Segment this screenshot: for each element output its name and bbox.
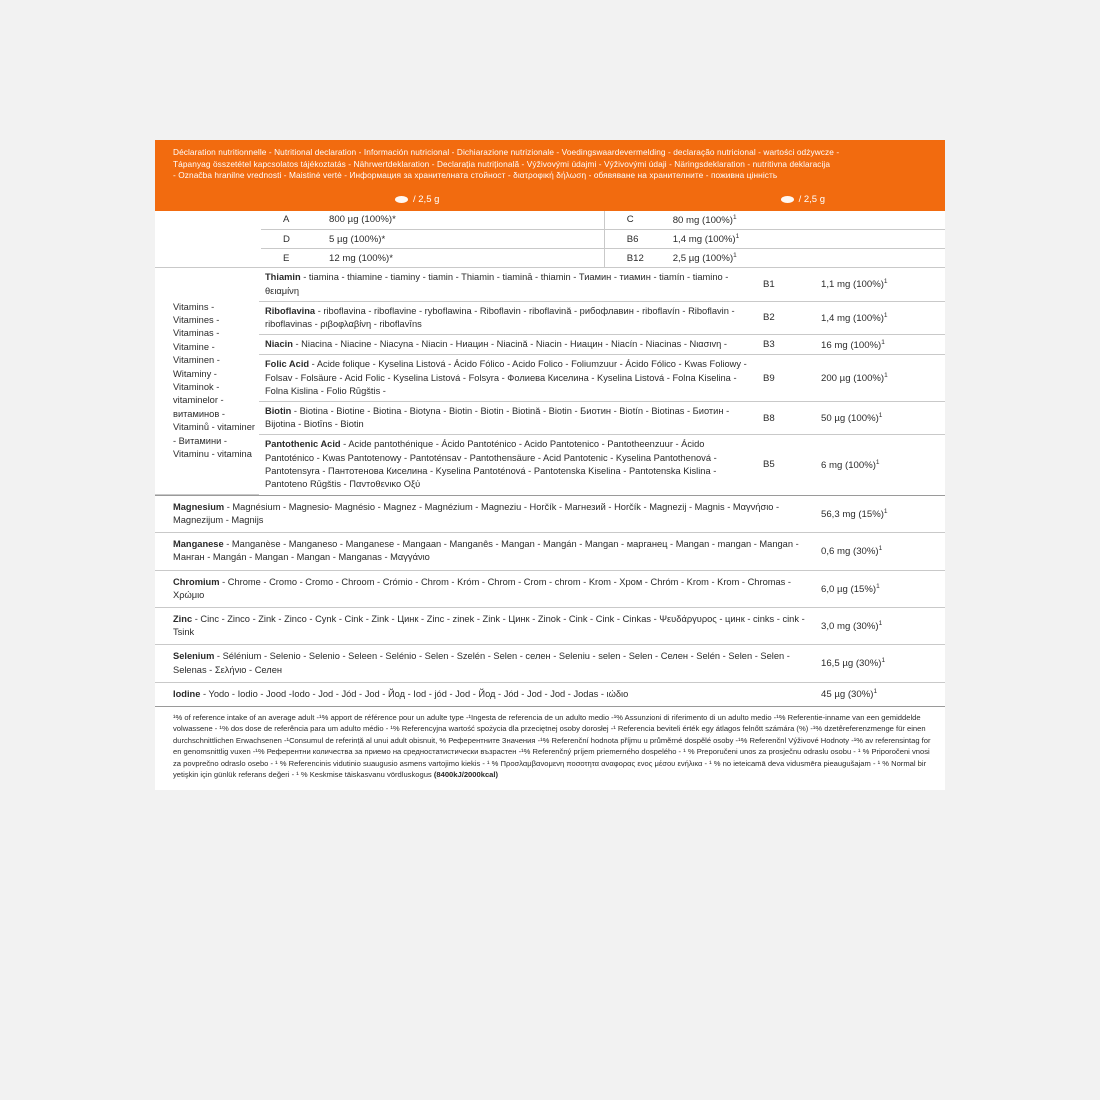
footnote-energy-value: (8400kJ/2000kcal) [433,769,499,779]
manganese-value: 0,6 mg $(30\%)^1$ [815,533,945,570]
niacin-code: B3 [757,335,815,355]
table-row [155,645,945,682]
pantothenic-acid-name: Pantothenic Acid - Acide pantothénique - Ácido Pantoténico - Acido Pantotenico - Pantotheenzuur - Ácido Pantoténico - Kwas Pantotenowy - Pantoténsav - Pantothensäure - Acid Pantotenic - Kyselina Pantothenová - Pantotensyra - Пантотенова Киселина - Kyselina Pantoténová - Pantotenska Kiselina - Pantotenska Kislina - Pantoteno Rūgštis - Πανтοθενικο Οξύ [265,439,717,489]
vitamin-c-value: 80 mg $(100\%)^1$ [667,211,945,230]
table-row [155,401,945,434]
vitamin-d-code: D [261,229,323,248]
vitamin-b12-code: B12 [604,249,667,268]
table-row [155,533,945,570]
zinc-name: Zinc - Cinc - Zinco - Zink - Zinco - Cynk - Cink - Zink - Цинк - Zinc - zinek - Zink - Цинк - Zinok - Cink - Cink - Cinkas - Ψευδάργυρος - цинк - cinks - cink - Tsink [155,607,815,644]
vitamin-b12-value: 2,5 µg $(100\%)^1$ [667,249,945,268]
folic-acid-code: B9 [757,355,815,402]
tablet-icon [395,196,408,203]
footnote-text: ¹% of reference intake of an average adult -¹% apport de référence pour un adulte type -¹Ingesta de referencia de un adulto medio -¹% Assunzioni di riferimento di un adulto medio -¹% Referentie-inname van een gemiddelde volwassene - ¹% dos dose de referência para um adulto médio - ¹% Referencyjna wartość spożycia dla przeciętnej osoby dorosłej -¹ Referencia beviteli érték egy átlagos felnőtt számára (%) -¹% dzetêreferenzmenge für einen durchschnittlichen Erwachsenen -¹Consumul de referință al unui adult obisnuit, % Референтните Значения -¹% Referenční hodnota příjmu u průměrné dospělé osoby -¹% Referenčnl Výživové Hodnoty -¹% av referensintag for en genomsnittlig vuxen -¹% Референтни количества за приемo на среднoстатистически възрастен -¹% Referenčný príjem priemerného dospelého - ¹ % Preporučeni unos za prosječnu odraslu osobu - ¹ % Priporočeni vnosi za povprečno odraslo osebo - ¹ % Referencinis vidutinio suaugusio asmens vartojimo kiekis - ¹ % Προσλαμβανομενη ποσοτητα αναφορας ενος μέσου ενήλικα - ¹ % no ieteicamā deva vidusmēra pieaugušajam - ¹ % Normal bir yetişkin için günlük referans değeri - ¹ % Keskmise täiskasvanu vördluskogus [173,712,931,779]
table-row [155,495,945,532]
serving-right [781,194,825,205]
table-row [155,435,945,494]
table-row [155,682,945,706]
vitamin-b6-value: 1,4 mg $(100\%)^1$ [667,229,945,248]
chromium-value: 6,0 µg $(15\%)^1$ [815,570,945,607]
table-row [155,355,945,402]
manganese-name: Manganese - Manganèse - Manganeso - Manganese - Mangaan - Manganês - Mangan - Mangán - Mangan - марганец - Mangan - mangan - Mangan - Манган - Mangán - Mangan - Mangan - Manganas - Μαγγάνιο [155,533,815,570]
pantothenic-acid-code: B5 [763,459,775,471]
zinc-value: 3,0 mg $(30\%)^1$ [815,607,945,644]
table-row [155,211,945,230]
table-row [155,570,945,607]
table-row [155,607,945,644]
vitamin-c-code: C [604,211,667,230]
magnesium-name: Magnesium - Magnésium - Magnesio- Magnésio - Magnez - Magnézium - Magneziu - Horčík - Магнезий - Horčík - Magnezij - Magnis - Μαγνήσιο - Magnezijum - Magnijs [155,495,815,532]
pantothenic-acid-value: 6 mg $(100\%)^1$ [821,458,880,471]
nutritional-declaration-header [155,140,945,189]
vitamins-group-label-spacer [155,211,261,268]
selenium-value: 16,5 µg $(30\%)^1$ [815,645,945,682]
vitamin-d-value: 5 µg (100%)* [323,229,604,248]
header-line-2: Tápanyag összetétel kapcsolatos tájékoztatás - Nährwertdeklaration - Declarația nutrițională - Výživovými údajmi - Výživovými údaji - Näringsdeklaration - nutritivna deklaracija [173,158,831,169]
table-row [155,249,945,268]
tablet-icon [781,196,794,203]
niacin-name: Niacin - Niacina - Niacine - Niacyna - Niacin - Ниацин - Niacină - Niacin - Ниацин - Niacín - Niacinas - Νιασιvη - [259,335,757,355]
vitamin-a-code: A [261,211,323,230]
vitamin-a-value: 800 µg (100%)* [323,211,604,230]
vitamin-b6-code: B6 [604,229,667,248]
chromium-name: Chromium - Chrome - Cromo - Cromo - Chroom - Crómio - Chrom - Króm - Chrom - Crom - chrom - Krom - Хром - Chróm - Krom - Krom - Chromas - Χρώμιο [155,570,815,607]
table-row [155,268,945,301]
biotin-name: Biotin - Biotina - Biotine - Biotina - Biotyna - Biotin - Biotin - Biotină - Biotin - Биотин - Biotín - Biotinas - Биотин - Bijotina - Biotīns - Biotin [259,401,757,434]
thiamin-name: Thiamin - tiamina - thiamine - tiaminy - tiamin - Thiamin - tiaminā - thiamin - Тиамин - тиамин - tiamín - tiamino - θειαμίνη [259,268,757,301]
minerals-table [155,495,945,706]
vitamins-group-label: Vitamins - Vitamines - Vitaminas - Vitamine - Vitaminen - Witaminy - Vitaminok - vitaminelor - витаминов - Vitaminů - vitaminer - Витамини - Vitaminu - vitamina [155,268,259,494]
thiamin-value: 1,1 mg $(100\%)^1$ [815,268,945,301]
header-line-3: - Označba hranilne vrednosti - Maistinė vertė - Информация за хранителната стойност - διατροφική δήλωση - обявяване на хранителните - поживна цінність [173,170,778,181]
riboflavin-code: B2 [757,301,815,334]
table-row [155,229,945,248]
riboflavin-value: 1,4 mg $(100\%)^1$ [815,301,945,334]
serving-left [395,194,439,205]
table-row [155,335,945,355]
vitamin-table [155,268,945,494]
folic-acid-name: Folic Acid - Acide folique - Kyselina Listová - Ácido Fólico - Acido Folico - Foliumzuur - Ácido Fólico - Kwas Foliowy - Folsav - Folsäure - Acid Folic - Kyselina Listová - Folsyra - Фолиева Киселина - Kyselina Listová - Folna Kiselina - Folna Kislina - Folio Rūgštis - [259,355,757,402]
selenium-name: Selenium - Sélénium - Selenio - Selenio - Seleen - Selénio - Selen - Szelén - Selen - селен - Seleniu - selen - Selen - Селен - Selén - Selen - Selen - Selenas - Σελήνιο - Селен [155,645,815,682]
table-row [155,301,945,334]
serving-left-label: / 2,5 g [413,194,440,206]
iodine-value: 45 µg $(30\%)^1$ [821,688,878,701]
serving-size-row [155,189,945,211]
vitamin-top-grid [155,211,945,269]
vitamin-e-code: E [261,249,323,268]
niacin-value: 16 mg $(100\%)^1$ [815,335,945,355]
biotin-code: B8 [757,401,815,434]
reference-intake-footnote [155,706,945,790]
biotin-value: 50 µg $(100\%)^1$ [815,401,945,434]
iodine-name: Iodine - Yodo - Iodio - Jood -Iodo - Jod - Jód - Jod - Йод - Iod - jód - Jod - Йод - Jód - Jod - Jod - Jodas - ιώδιο [173,688,629,699]
serving-right-label: / 2,5 g [798,194,825,206]
nutrition-label [155,140,945,790]
riboflavin-name: Riboflavina - riboflavina - riboflavine - ryboflawina - Riboflavin - riboflavină - рибофлавин - riboflavín - Riboflavin - riboflavinas - ριβοφλαβίνη - riboflavīns [259,301,757,334]
header-line-1: Déclaration nutritionnelle - Nutritional declaration - Información nutricional - Dichiarazione nutrizionale - Voedingswaardevermelding - declaração nutricional - wartości odżywcze - [173,147,840,157]
vitamin-e-value: 12 mg (100%)* [323,249,604,268]
thiamin-code: B1 [757,268,815,301]
magnesium-value: 56,3 mg $(15\%)^1$ [815,495,945,532]
folic-acid-value: 200 µg $(100\%)^1$ [815,355,945,402]
